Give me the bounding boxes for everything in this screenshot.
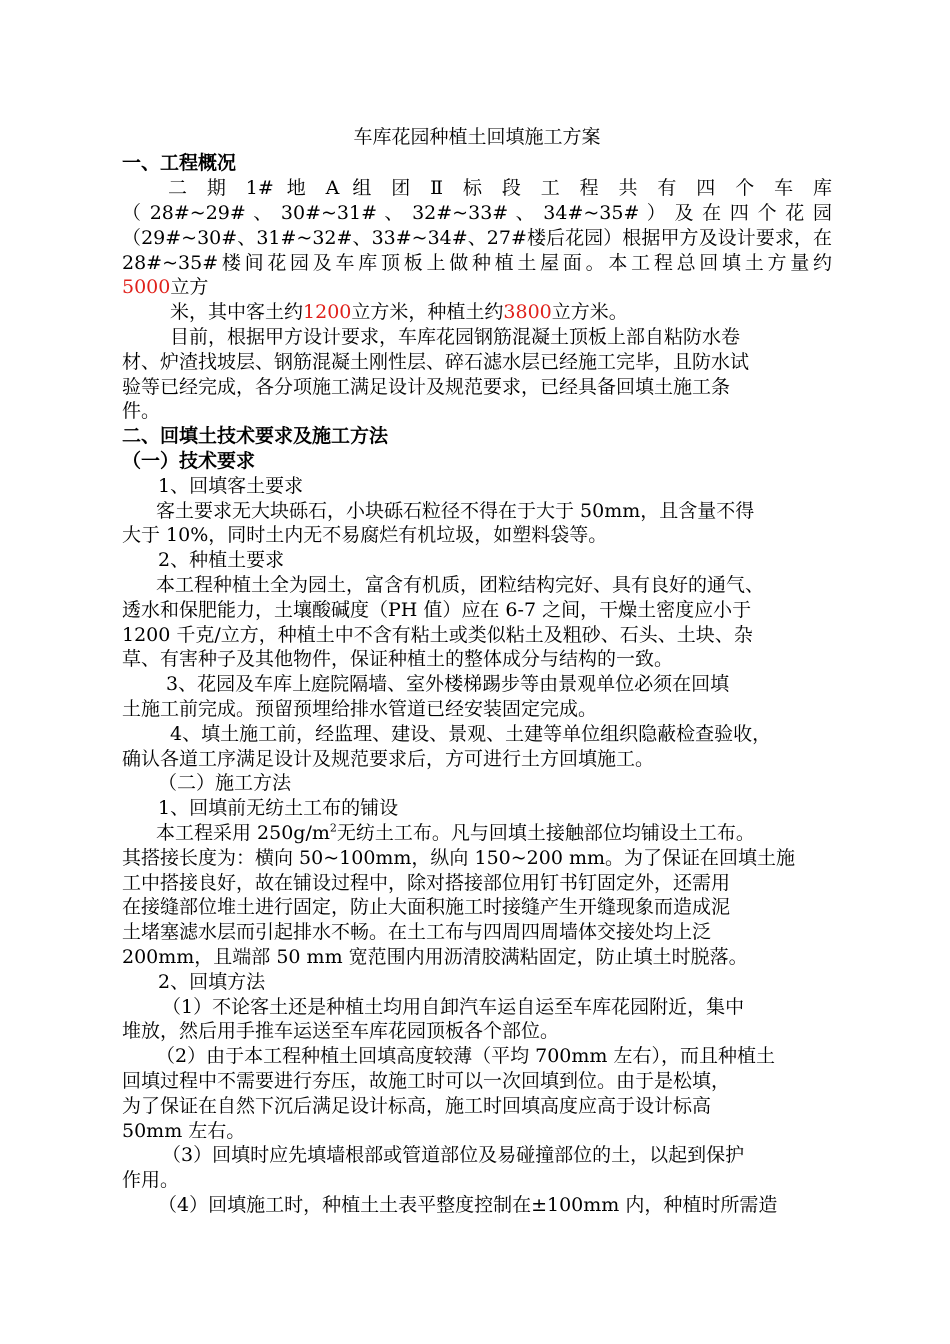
paragraph-line [122,275,832,300]
unit-text: 立方 [170,276,209,298]
paragraph-line: 其搭接长度为：横向 50~100mm，纵向 150~200 mm。为了保证在回填土施 [122,847,795,869]
paragraph-line: 土堵塞滤水层而引起排水不畅。在土工布与四周四周墙体交接处均上泛 [122,921,712,943]
item-title: 2、种植土要求 [158,549,285,571]
paragraph-line: 在接缝部位堆土进行固定，防止大面积施工时接缝产生开缝现象而造成泥 [122,896,731,918]
paragraph-line: 材、炉渣找坡层、钢筋混凝土刚性层、碎石滤水层已经施工完毕，且防水试 [122,351,750,373]
superscript: 2 [329,821,337,835]
paragraph-line: 验等已经完成，各分项施工满足设计及规范要求，已经具备回填土施工条 [122,376,731,398]
paragraph-line: 为了保证在自然下沉后满足设计标高，施工时回填高度应高于设计标高 [122,1095,712,1117]
item-title: 1、回填前无纺土工布的铺设 [158,797,399,819]
paragraph-line: 3、花园及车库上庭院隔墙、室外楼梯踢步等由景观单位必须在回填 [166,673,730,695]
paragraph-line: 工中搭接良好，故在铺设过程中，除对搭接部位用钉书钉固定外，还需用 [122,872,731,894]
paragraph-line: 回填过程中不需要进行夯压，故施工时可以一次回填到位。由于是松填， [122,1070,731,1092]
paragraph-line: 目前，根据甲方设计要求，车库花园钢筋混凝土顶板上部自粘防水卷 [170,326,741,348]
guest-soil-value: 1200 [303,301,352,323]
paragraph-line: 1200 千克/立方，种植土中不含有粘土或类似粘土及粗砂、石头、土块、杂 [122,624,753,646]
paragraph-line [122,821,866,846]
planting-soil-value: 3800 [503,301,552,323]
text-span: 米，其中客土约 [170,301,304,323]
paragraph-line: （3）回填时应先填墙根部或管道部位及易碰撞部位的土，以起到保护 [162,1144,745,1166]
paragraph-line: 件。 [122,400,161,422]
paragraph-line: 200mm，且端部 50 mm 宽范围内用沥清胶满粘固定，防止填土时脱落。 [122,946,748,968]
paragraph-line: 50mm 左右。 [122,1120,246,1142]
paragraph-line: 大于 10%，同时土内无不易腐烂有机垃圾，如塑料袋等。 [122,524,608,546]
paragraph-line: 作用。 [122,1169,180,1191]
section-heading-requirements: 二、回填土技术要求及施工方法 [122,425,389,447]
item-title: 2、回填方法 [158,971,266,993]
item-title: 1、回填客土要求 [158,475,304,497]
section-heading-overview: 一、工程概况 [122,152,237,174]
paragraph-line: 4、填土施工前，经监理、建设、景观、土建等单位组织隐蔽检查验收， [170,723,772,745]
text-span: 本工程采用 250g/m [156,822,330,844]
paragraph-line: 堆放，然后用手推车运送至车库花园顶板各个部位。 [122,1020,560,1042]
paragraph-line: 客土要求无大块砾石，小块砾石粒径不得在于大于 50mm，且含量不得 [156,500,755,522]
paragraph-line [122,300,880,325]
paragraph-line: （29#~30#、31#~32#、33#~34#、27#楼后花园）根据甲方及设计要求，在 [122,227,832,249]
paragraph-line: 草、有害种子及其他物件，保证种植土的整体成分与结构的一致。 [122,648,674,670]
paragraph-line: 透水和保肥能力，土壤酸碱度（PH 值）应在 6-7 之间，干燥土密度应小于 [122,599,752,621]
paragraph-line: （4）回填施工时，种植土土表平整度控制在±100mm 内，种植时所需造 [158,1194,778,1216]
paragraph-line: 二 期 1# 地 A 组 团 Ⅱ 标 段 工 程 共 有 四 个 车 库 [168,177,832,199]
document-title: 车库花园种植土回填施工方案 [353,126,601,148]
paragraph-line: 本工程种植土全为园土，富含有机质，团粒结构完好、具有良好的通气、 [156,574,765,596]
total-volume-value: 5000 [122,276,171,298]
paragraph-line: 土施工前完成。预留预埋给排水管道已经安装固定完成。 [122,698,598,720]
subsection-heading: （二）施工方法 [158,772,292,794]
text-span: 立方米，种植土约 [351,301,504,323]
text-span: 无纺土工布。凡与回填土接触部位均铺设土工布。 [336,822,755,844]
paragraph-line: 确认各道工序满足设计及规范要求后，方可进行土方回填施工。 [122,748,655,770]
text-span: 立方米。 [551,301,628,323]
paragraph-line: （2）由于本工程种植土回填高度较薄（平均 700mm 左右），而且种植土 [156,1045,775,1067]
paragraph-line: 28#~35#楼间花园及车库顶板上做种植土屋面。本工程总回填土方量约 [122,252,832,274]
paragraph-line: （1）不论客土还是种植土均用自卸汽车运自运至车库花园附近，集中 [162,996,745,1018]
subsection-heading: （一）技术要求 [122,450,256,472]
paragraph-line: （ 28#~29# 、 30#~31# 、 32#~33# 、 34#~35# ） 及 在 四 个 花 园 [122,202,832,224]
